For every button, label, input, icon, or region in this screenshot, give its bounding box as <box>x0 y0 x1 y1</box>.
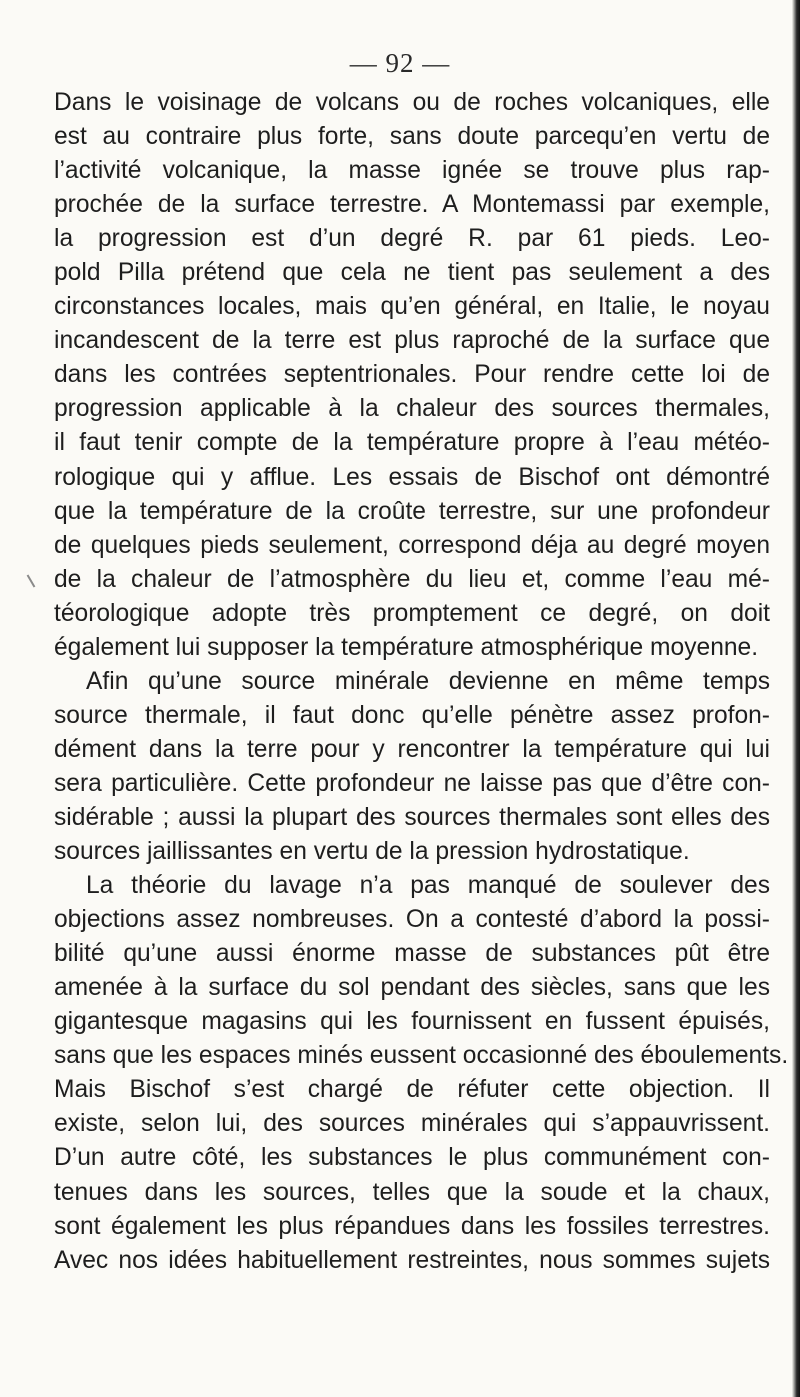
body-text <box>54 86 789 1278</box>
text-line: bilité qu’une aussi énorme masse de substances pût être <box>54 940 770 968</box>
text-line: gigantesque magasins qui les fournissent en fussent épuisés, <box>54 1008 770 1036</box>
text-line: de la chaleur de l’atmosphère du lieu et, comme l’eau mé- <box>54 565 770 593</box>
text-line: La théorie du lavage n’a pas manqué de soulever des <box>86 872 770 900</box>
margin-mark <box>27 574 36 587</box>
text-line: D’un autre côté, les substances le plus communément con- <box>54 1144 770 1172</box>
text-line: de quelques pieds seulement, correspond déja au degré moyen <box>54 531 770 559</box>
text-line: téorologique adopte très promptement ce degré, on doit <box>54 599 770 627</box>
text-line: dément dans la terre pour y rencontrer la température qui lui <box>54 735 770 763</box>
text-line: prochée de la surface terrestre. A Montemassi par exemple, <box>54 191 770 219</box>
text-line: existe, selon lui, des sources minérales qui s’appauvrissent. <box>54 1110 770 1138</box>
text-line: Mais Bischof s’est chargé de réfuter cette objection. Il <box>54 1076 770 1104</box>
text-line: progression applicable à la chaleur des sources thermales, <box>54 395 770 423</box>
text-line: rologique qui y afflue. Les essais de Bischof ont démontré <box>54 463 770 491</box>
text-line: sera particulière. Cette profondeur ne laisse pas que d’être con- <box>54 769 770 797</box>
text-line: objections assez nombreuses. On a contesté d’abord la possi- <box>54 906 770 934</box>
page-edge-shadow <box>792 0 800 1397</box>
text-line: source thermale, il faut donc qu’elle pénètre assez profon- <box>54 701 770 729</box>
text-line: amenée à la surface du sol pendant des siècles, sans que les <box>54 974 770 1002</box>
text-line: la progression est d’un degré R. par 61 pieds. Leo- <box>54 225 770 253</box>
text-line: que la température de la croûte terrestre, sur une profondeur <box>54 497 770 525</box>
text-line: Avec nos idées habituellement restreintes, nous sommes sujets <box>54 1246 770 1274</box>
page-number: — 92 — <box>349 48 451 78</box>
text-line: tenues dans les sources, telles que la soude et la chaux, <box>54 1178 770 1206</box>
text-line: sources jaillissantes en vertu de la pression hydrostatique. <box>54 838 690 866</box>
text-line: circonstances locales, mais qu’en général, en Italie, le noyau <box>54 293 770 321</box>
text-line: il faut tenir compte de la température propre à l’eau météo- <box>54 429 770 457</box>
text-line: sans que les espaces minés eussent occasionné des éboulements. <box>54 1042 789 1070</box>
text-line: incandescent de la terre est plus raproché de la surface que <box>54 327 770 355</box>
text-line: dans les contrées septentrionales. Pour rendre cette loi de <box>54 361 770 389</box>
text-line: sidérable ; aussi la plupart des sources thermales sont elles des <box>54 803 770 831</box>
text-line: est au contraire plus forte, sans doute parcequ’en vertu de <box>54 123 770 151</box>
text-line: sont également les plus répandues dans les fossiles terrestres. <box>54 1212 770 1240</box>
text-line: Dans le voisinage de volcans ou de roches volcaniques, elle <box>54 89 770 116</box>
text-line: l’activité volcanique, la masse ignée se trouve plus rap- <box>54 157 770 185</box>
text-line: Afin qu’une source minérale devienne en même temps <box>86 667 770 695</box>
text-line: également lui supposer la température atmosphérique moyenne. <box>54 633 759 661</box>
text-line: pold Pilla prétend que cela ne tient pas seulement a des <box>54 259 770 287</box>
